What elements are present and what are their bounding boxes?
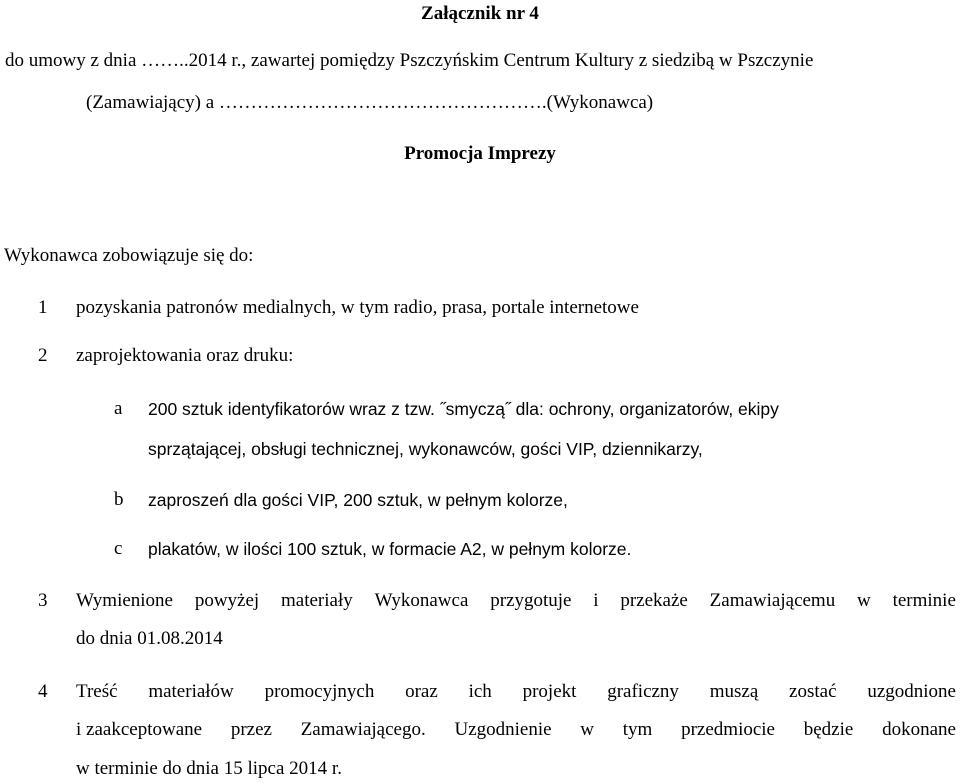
item-3-line1 <box>76 589 956 613</box>
item-4-line1 <box>76 680 956 704</box>
contract-line: do umowy z dnia ……..2014 r., zawartej pomiędzy Pszczyńskim Centrum Kultury z siedzibą w Pszczynie <box>5 50 814 71</box>
word: materiały <box>281 590 353 611</box>
section-title: Promocja Imprezy <box>404 143 556 164</box>
word: materiałów <box>148 681 234 702</box>
subitem-c-text: plakatów, w ilości 100 sztuk, w formacie A2, w pełnym kolorze. <box>148 539 632 559</box>
word: będzie <box>803 719 854 740</box>
item-3-number: 3 <box>38 590 48 611</box>
subitem-b-label: b <box>114 489 124 510</box>
subitem-a-label: a <box>114 398 123 419</box>
word: muszą <box>709 681 759 702</box>
subitem-a-line1: 200 sztuk identyfikatorów wraz z tzw. ˝smyczą˝ dla: ochrony, organizatorów, ekipy <box>148 399 779 419</box>
word: powyżej <box>194 590 260 611</box>
word: Wykonawca <box>374 590 469 611</box>
word: Wymienione <box>76 590 173 611</box>
word: uzgodnione <box>867 681 956 702</box>
word: i zaakceptowane <box>76 719 203 740</box>
subitem-a-line2: sprzątającej, obsługi technicznej, wykonawców, gości VIP, dziennikarzy, <box>148 439 703 459</box>
item-3-line2: do dnia 01.08.2014 <box>76 628 223 649</box>
item-1-number: 1 <box>38 297 48 318</box>
word: przedmiocie <box>681 719 775 740</box>
item-1-text: pozyskania patronów medialnych, w tym radio, prasa, portale internetowe <box>76 297 639 318</box>
item-4-line2 <box>76 718 956 742</box>
word: zostać <box>789 681 837 702</box>
subitem-c-label: c <box>114 538 123 559</box>
word: przekaże <box>620 590 688 611</box>
party-line: (Zamawiający) a …………………………………………….(Wykonawca) <box>86 92 654 113</box>
item-2-text: zaprojektowania oraz druku: <box>76 345 294 366</box>
intro-text: Wykonawca zobowiązuje się do: <box>4 245 254 266</box>
word: i <box>593 590 599 611</box>
word: promocyjnych <box>264 681 375 702</box>
word: tym <box>622 719 653 740</box>
document-title: Załącznik nr 4 <box>421 3 539 24</box>
word: graficzny <box>607 681 679 702</box>
word: Uzgodnienie <box>454 719 552 740</box>
item-2-number: 2 <box>38 345 48 366</box>
word: oraz <box>405 681 438 702</box>
item-4-line3: w terminie do dnia 15 lipca 2014 r. <box>76 758 342 779</box>
word: Treść <box>76 681 118 702</box>
word: terminie <box>892 590 956 611</box>
word: przygotuje <box>490 590 572 611</box>
item-4-number: 4 <box>38 681 48 702</box>
word: w <box>857 590 871 611</box>
word: ich <box>468 681 492 702</box>
word: projekt <box>522 681 577 702</box>
subitem-b-text: zaproszeń dla gości VIP, 200 sztuk, w pełnym kolorze, <box>148 490 568 510</box>
word: Zamawiającemu <box>709 590 836 611</box>
word: w <box>580 719 595 740</box>
word: przez <box>230 719 272 740</box>
word: Zamawiającego. <box>300 719 426 740</box>
word: dokonane <box>882 719 956 740</box>
